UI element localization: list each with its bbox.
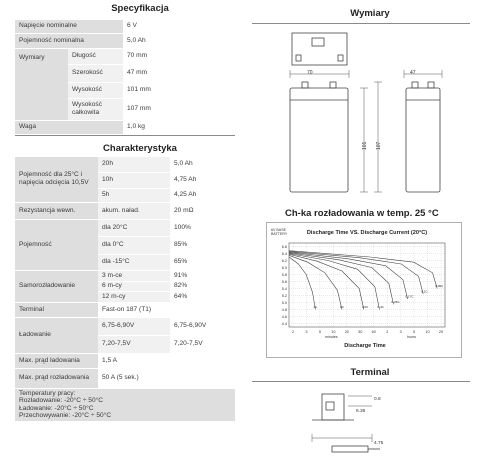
x-tick-label: 10 [331,330,336,334]
table-row [15,20,235,33]
pojemnosc-value: 5,0 Ah [123,33,235,48]
series-line [289,254,364,309]
table-row [15,302,235,317]
wymiary-title: Wymiary [350,8,390,19]
x-tick-label: 3 [399,330,402,334]
series-label: 0.25C [391,299,400,304]
ladowanie-b: 6,75-6,90V [170,317,235,335]
table-row [15,270,235,281]
series-line [289,251,423,293]
dim-label: Wysokość [68,82,123,98]
rate-cap: 4,75 Ah [170,172,235,188]
x-tick-label: 60 [371,330,376,334]
table-row [15,120,235,134]
x-axis-label: Discharge Time [344,343,386,349]
prad-roz-label: Max. prąd rozładowania [15,368,98,388]
dim-107: 107 [376,141,382,150]
series-label: 0.17C [405,294,414,299]
chart-svg [267,223,461,357]
temp-cap-label: Pojemność [15,219,98,270]
dim-70: 70 [307,70,313,76]
rez-label: Rezystancja wewn. [15,202,98,219]
y-tick-label: 5.8 [281,272,287,277]
terminal-dim-2: 0.8 [374,397,381,402]
ladowanie-label: Ładowanie [15,317,98,353]
chart-series [289,251,444,310]
temp-value: 65% [170,254,235,270]
char-title: Charakterystyka [103,143,177,154]
rate-cap: 4,25 Ah [170,188,235,202]
temp-value: 85% [170,236,235,254]
rate-time: 5h [98,188,170,202]
waga-value: 1,0 kg [123,120,235,134]
x-tick-label: 2 [291,330,295,334]
napiecie-label: Napięcie nominalne [15,20,123,33]
waga-label: Waga [15,120,123,134]
samo-value: 64% [170,291,235,302]
samo-period: 3 m-ce [98,270,170,281]
terminal-divider [252,381,470,382]
spec-table [15,20,235,134]
rez-sub: akum. naład. [98,202,170,219]
table-row [15,33,235,48]
y-tick-label: 4.8 [281,307,287,312]
y-tick-label: 6.0 [281,265,287,270]
terminal-label: Terminal [15,302,98,317]
table-row [15,388,235,421]
terminal-value: Fast-on 187 (T1) [98,302,235,317]
series-line [289,251,437,289]
y-tick-label: 5.6 [281,279,287,284]
front-view [290,82,348,192]
terminal-bottom-view [332,446,380,452]
samo-period: 12 m-cy [98,291,170,302]
y-tick-label: 5.0 [281,300,287,305]
terminal-dim-3: 4.75 [374,441,384,446]
napiecie-value: 6 V [123,20,235,33]
rate-time: 10h [98,172,170,188]
wymiary-label: Wymiary [15,48,68,120]
series-label: 0.05C [435,284,444,288]
wymiary-divider [252,23,470,24]
rez-value: 20 mΩ [170,202,235,219]
dim-line-70 [290,70,349,78]
x-tick-label: 5 [413,330,416,334]
terminal-dim [312,396,372,442]
table-row [15,317,235,335]
minutes-label: minutes [325,335,338,339]
table-row [15,368,235,388]
table-row [15,219,235,236]
series-label: 1C [340,305,344,309]
hours-label: hours [407,335,416,339]
y-tick-label: 4.6 [281,314,287,319]
dim-value: 107 mm [123,98,235,120]
y-label-2: BATTERY [271,232,288,236]
pojemnosc-25-label: Pojemność dla 25°C i napięcia odcięcia 10,5V [15,157,98,202]
chart-inner-title: Discharge Time VS. Discharge Current (20°C) [306,230,428,236]
y-label-1: 6V BASE [271,228,286,232]
samo-label: Samorozładowanie [15,270,98,302]
dim-value: 101 mm [123,82,235,98]
y-tick-label: 6.4 [281,251,287,256]
ladowanie-a: 7,20-7,5V [98,335,170,353]
terminal-side-view [312,394,354,420]
pojemnosc-label: Pojemność nominalna [15,33,123,48]
table-row [15,48,235,64]
temp-pracy-line: Rozładowanie: -20°C ÷ 50°C [19,397,104,405]
series-label: 0.6C [361,305,369,309]
y-tick-label: 6.6 [281,244,287,249]
series-label: 0.1C [421,289,428,294]
samo-value: 82% [170,281,235,291]
rate-time: 20h [98,157,170,172]
prad-lad-label: Max. prąd ładowania [15,353,98,368]
terminal-dim-1: 6.35 [356,409,366,414]
dimension-drawing [252,30,470,200]
series-line [289,255,342,309]
table-row [15,353,235,368]
dim-line-107 [374,82,382,192]
series-label: 0.4C [377,305,384,309]
ladowanie-b: 7,20-7,5V [170,335,235,353]
y-tick-label: 5.4 [281,286,287,291]
dim-line-101 [360,88,368,192]
top-view [292,33,347,65]
spec-title: Specyfikacja [111,3,169,14]
chart-y-ticks [282,245,287,326]
dim-value: 70 mm [123,48,235,64]
x-tick-label: 2 [386,330,389,334]
dim-label: Długość [68,48,123,64]
x-tick-label: 30 [358,330,363,334]
samo-period: 6 m-cy [98,281,170,291]
x-tick-label: 3 [305,330,308,334]
temp-value: 100% [170,219,235,236]
side-view [406,82,440,192]
table-row [15,157,235,172]
ladowanie-a: 6,75-6,90V [98,317,170,335]
prad-roz-value: 50 A (5 sek.) [98,368,235,388]
dim-value: 47 mm [123,64,235,82]
x-tick-label: 10 [425,330,430,334]
series-label: 2C [313,305,318,309]
samo-value: 91% [170,270,235,281]
plot-frame [289,243,445,327]
x-tick-label: 20 [438,330,444,334]
temp-pracy [15,388,235,421]
temp-label: dla -15°C [98,254,170,270]
temp-label: dla 20°C [98,219,170,236]
dim-47: 47 [410,70,416,76]
x-tick-label: 5 [318,330,321,334]
temp-pracy-line: Temperatury pracy: [19,389,76,397]
y-tick-label: 4.4 [281,321,287,326]
discharge-title: Ch-ka rozładowania w temp. 25 °C [285,208,439,219]
temp-pracy-line: Ładowanie: -20°C ÷ 50°C [19,404,94,412]
dim-label: Szerokość [68,64,123,82]
prad-lad-value: 1,5 A [98,353,235,368]
y-tick-label: 5.2 [281,293,287,298]
dim-label: Wysokość całkowita [68,98,123,120]
spec-divider [15,135,235,136]
x-tick-label: 20 [344,330,349,334]
temp-label: dla 0°C [98,236,170,254]
temp-pracy-line: Przechowywanie: -20°C ÷ 50°C [19,412,112,420]
dim-101: 101 [362,141,368,150]
table-row [15,202,235,219]
chart-grid [289,243,445,327]
chart-x-ticks [292,330,443,334]
terminal-title: Terminal [350,367,390,378]
rate-cap: 5,0 Ah [170,157,235,172]
char-table [15,157,235,421]
terminal-drawing [252,386,470,464]
y-tick-label: 6.2 [281,258,287,263]
discharge-chart [266,222,462,358]
